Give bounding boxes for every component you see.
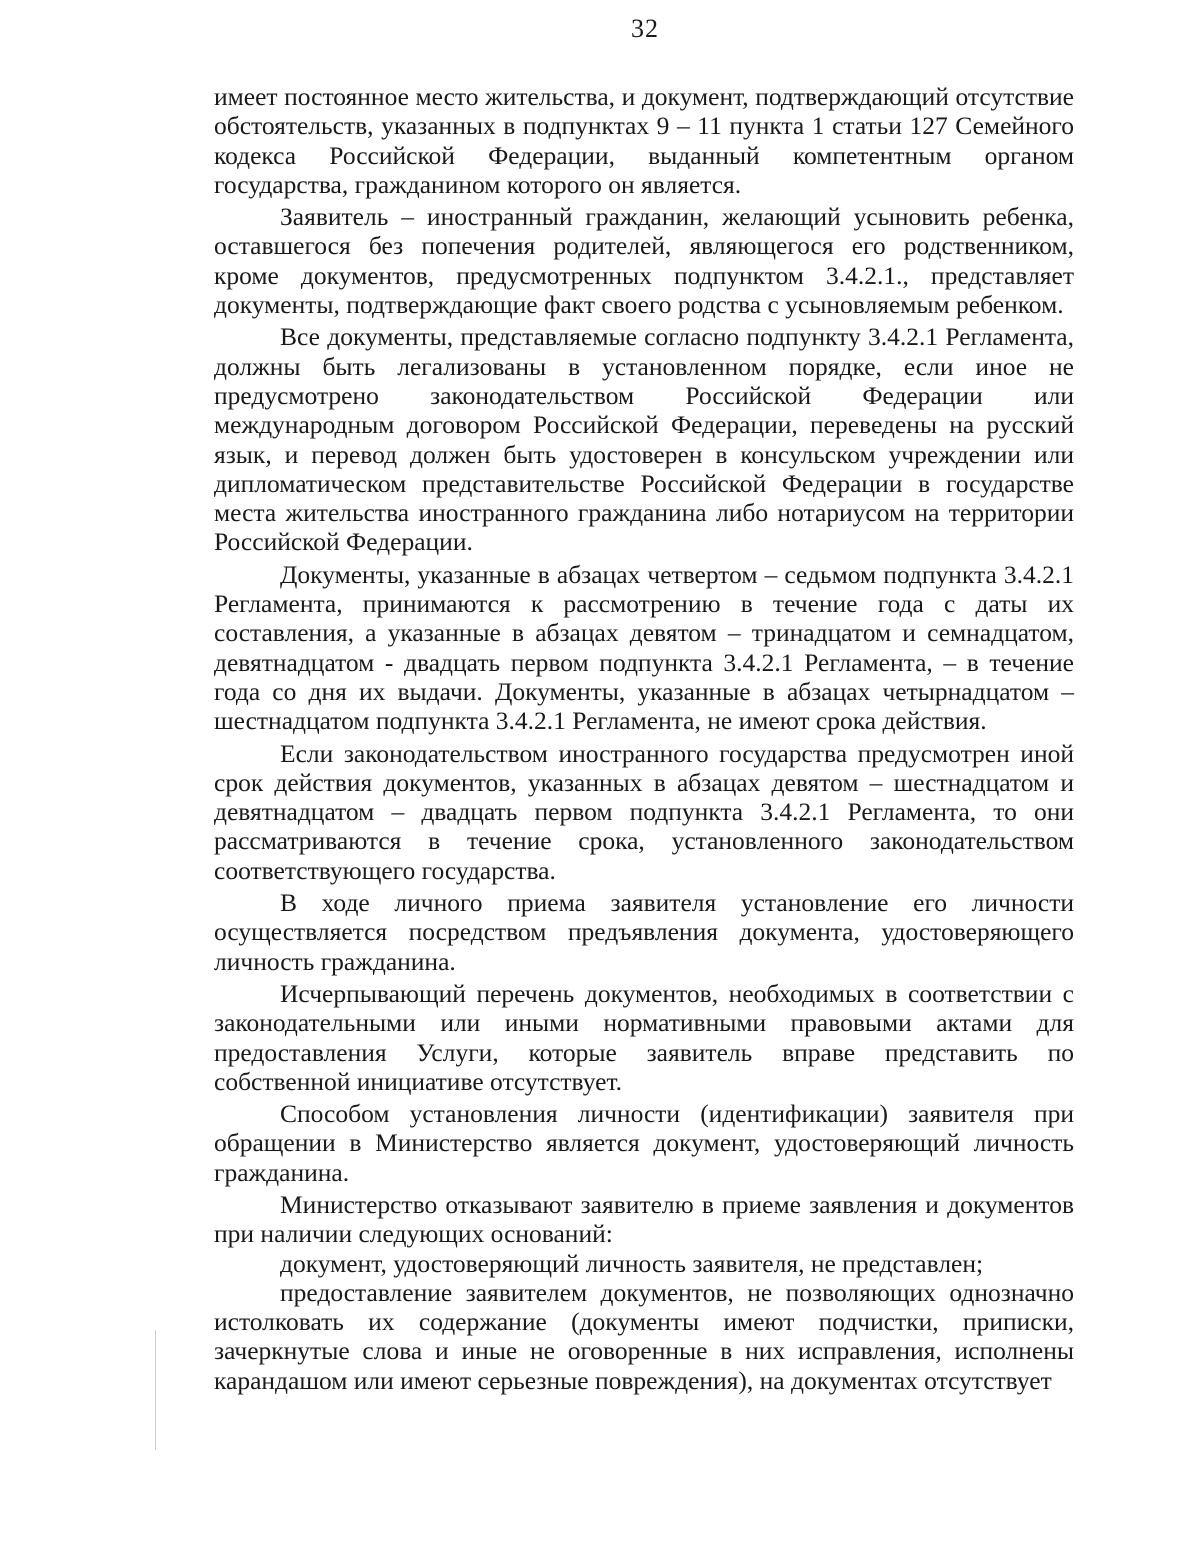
paragraph-identification-method: Способом установления личности (идентификации) заявителя при обращении в Министерство является документ, удостоверяющий личность гражданина. xyxy=(214,1099,1074,1187)
paragraph-foreign-validity: Если законодательством иностранного государства предусмотрен иной срок действия документов, указанных в абзацах девятом – шестнадцатом и девятнадцатом – двадцать первом подпункта 3.4.2.1 Регламента, то они рассматриваются в течение срока, установленного законодательством соответствующего государства. xyxy=(214,738,1074,885)
paragraph-optional-documents: Исчерпывающий перечень документов, необходимых в соответствии с законодательными или иными нормативными правовыми актами для предоставления Услуги, которые заявитель вправе представить по собственной инициативе отсутствует. xyxy=(214,978,1074,1096)
paragraph-legalization: Все документы, представляемые согласно подпункту 3.4.2.1 Регламента, должны быть легализованы в установленном порядке, если иное не предусмотрено законодательством Российской Федерации или международным договором Российской Федерации, переведены на русский язык, и перевод должен быть удостоверен в консульском учреждении или дипломатическом представительстве Российской Федерации в государстве места жительства иностранного гражданина либо нотариусом на территории Российской Федерации. xyxy=(214,322,1074,557)
paragraph-refusal-grounds: Министерство отказывают заявителю в приеме заявления и документов при наличии следующих оснований: xyxy=(214,1189,1074,1249)
page-number: 32 xyxy=(631,14,659,43)
paragraph-relative-adoption: Заявитель – иностранный гражданин, желающий усыновить ребенка, оставшегося без попечения родителей, являющегося его родственником, кроме документов, предусмотренных подпунктом 3.4.2.1., представляет документы, подтверждающие факт своего родства с усыновляемым ребенком. xyxy=(214,202,1074,320)
paragraph-identity-check: В ходе личного приема заявителя установление его личности осуществляется посредством предъявления документа, удостоверяющего личность гражданина. xyxy=(214,888,1074,976)
scan-margin-line xyxy=(155,1330,156,1450)
list-item-illegible-documents: предоставление заявителем документов, не позволяющих однозначно истолковать их содержание (документы имеют подчистки, приписки, зачеркнутые слова и иные не оговоренные в них исправления, исполнены карандашом или имеют серьезные повреждения), на документах отсутствует xyxy=(214,1277,1074,1395)
document-body xyxy=(214,82,1074,1395)
paragraph-validity-period: Документы, указанные в абзацах четвертом – седьмом подпункта 3.4.2.1 Регламента, принимаются к рассмотрению в течение года с даты их составления, а указанные в абзацах девятом – тринадцатом и семнадцатом, девятнадцатом - двадцать первом подпункта 3.4.2.1 Регламента, – в течение года со дня их выдачи. Документы, указанные в абзацах четырнадцатом – шестнадцатом подпункта 3.4.2.1 Регламента, не имеют срока действия. xyxy=(214,559,1074,736)
paragraph-residence-document: имеет постоянное место жительства, и документ, подтверждающий отсутствие обстоятельств, указанных в подпунктах 9 – 11 пункта 1 статьи 127 Семейного кодекса Российской Федерации, выданный компетентным органом государства, гражданином которого он является. xyxy=(214,82,1074,199)
list-item-no-identity-document: документ, удостоверяющий личность заявителя, не представлен; xyxy=(280,1248,984,1278)
